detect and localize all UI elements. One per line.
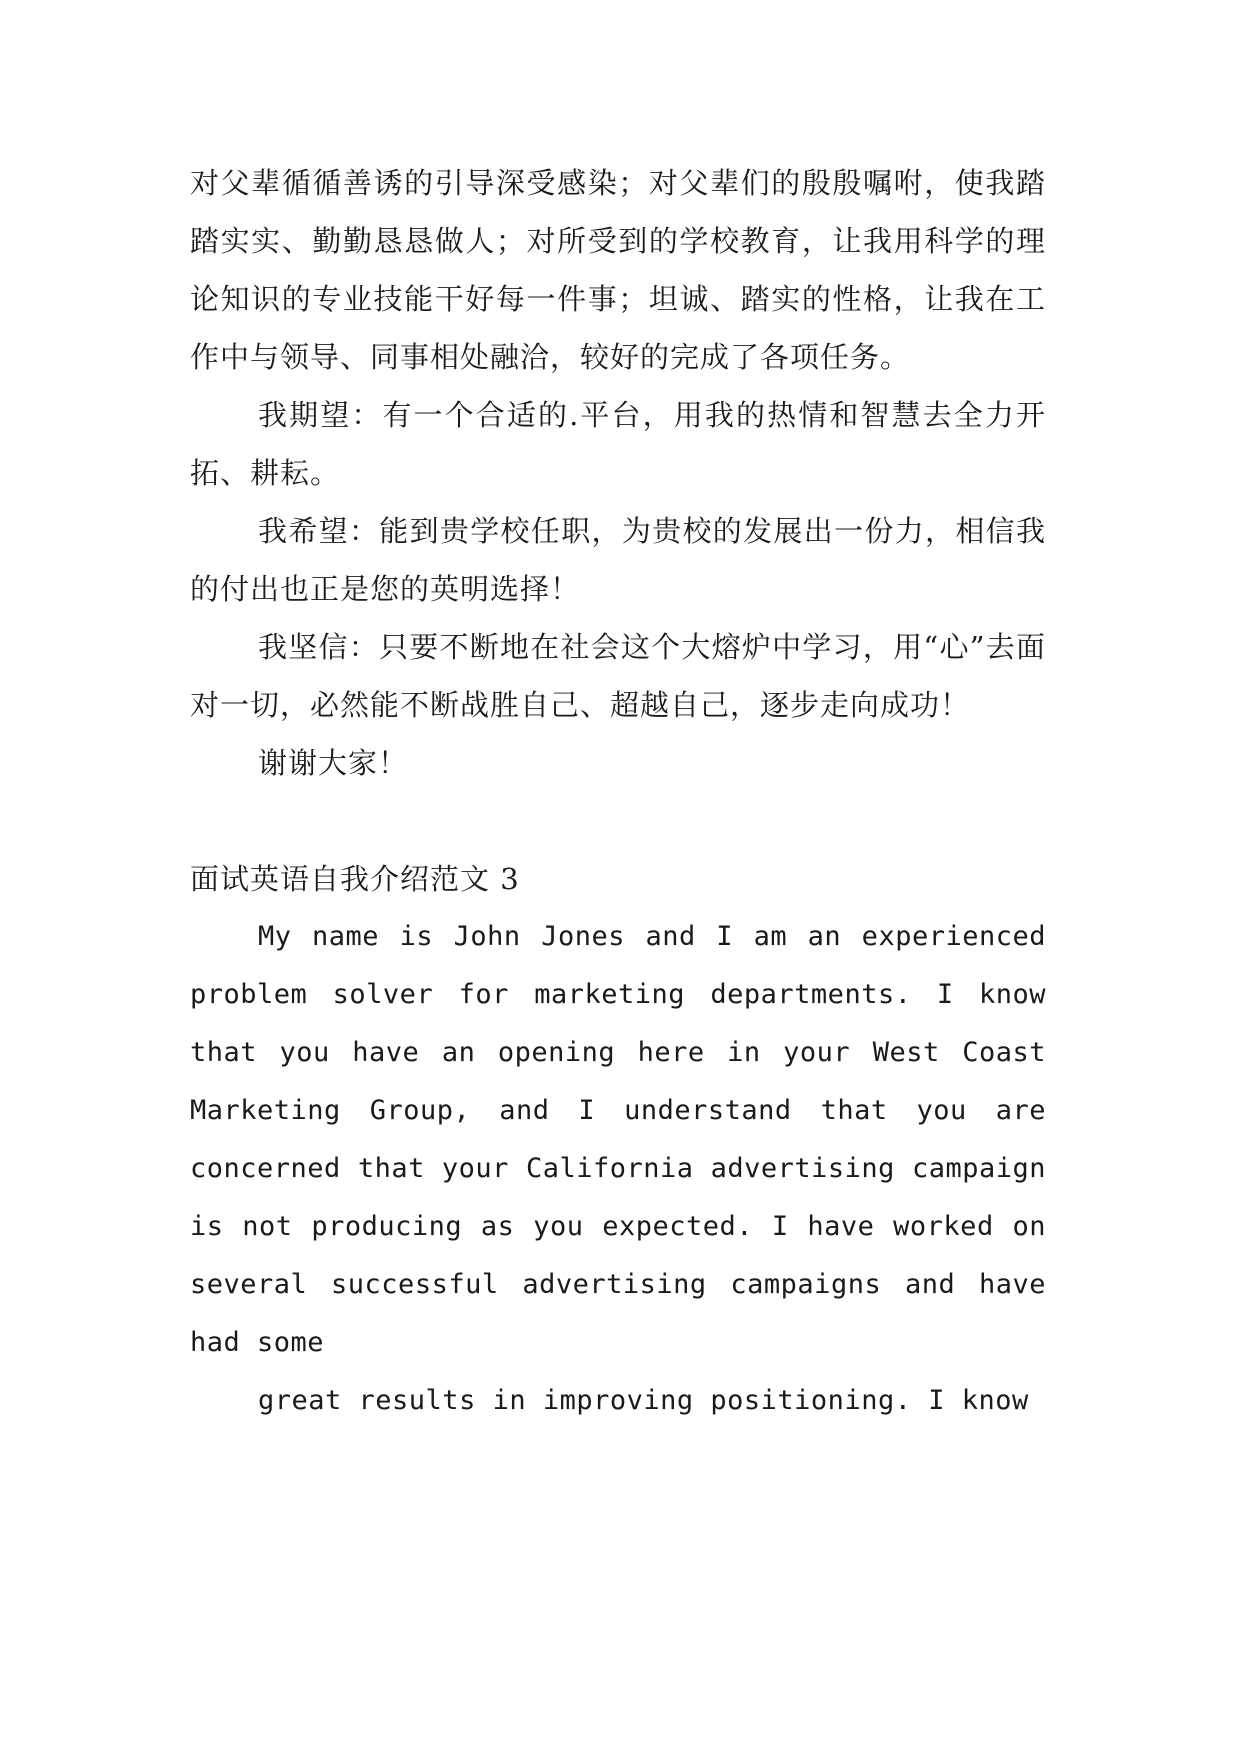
- paragraph-english-continued: great results in improving positioning. I know: [258, 1385, 1029, 1416]
- section-spacer: [190, 792, 1046, 850]
- paragraph-english-intro: My name is John Jones and I am an experienced problem solver for marketing departments. I know that you have an opening here in your West Coast Marketing Group, and I understand that you are concerned that your California advertising campaign is not producing as you expected. I have worked on several successful advertising campaigns and have had some: [190, 921, 1046, 1358]
- section-title: 面试英语自我介绍范文 3: [190, 862, 520, 896]
- paragraph-upbringing: 对父辈循循善诱的引导深受感染；对父辈们的殷殷嘱咐，使我踏踏实实、勤勤恳恳做人；对所受到的学校教育，让我用科学的理论知识的专业技能干好每一件事；坦诚、踏实的性格，让我在工作中与领导、同事相处融洽，较好的完成了各项任务。: [190, 166, 1046, 374]
- paragraph-belief: 我坚信：只要不断地在社会这个大熔炉中学习，用“心”去面对一切，必然能不断战胜自己、超越自己，逐步走向成功！: [190, 630, 1046, 722]
- document-page: [190, 154, 1046, 1430]
- paragraph-expectation: 我期望：有一个合适的.平台，用我的热情和智慧去全力开拓、耕耘。: [190, 398, 1046, 490]
- paragraph-thanks: 谢谢大家！: [258, 746, 409, 780]
- paragraph-hope: 我希望：能到贵学校任职，为贵校的发展出一份力，相信我的付出也正是您的英明选择！: [190, 514, 1046, 606]
